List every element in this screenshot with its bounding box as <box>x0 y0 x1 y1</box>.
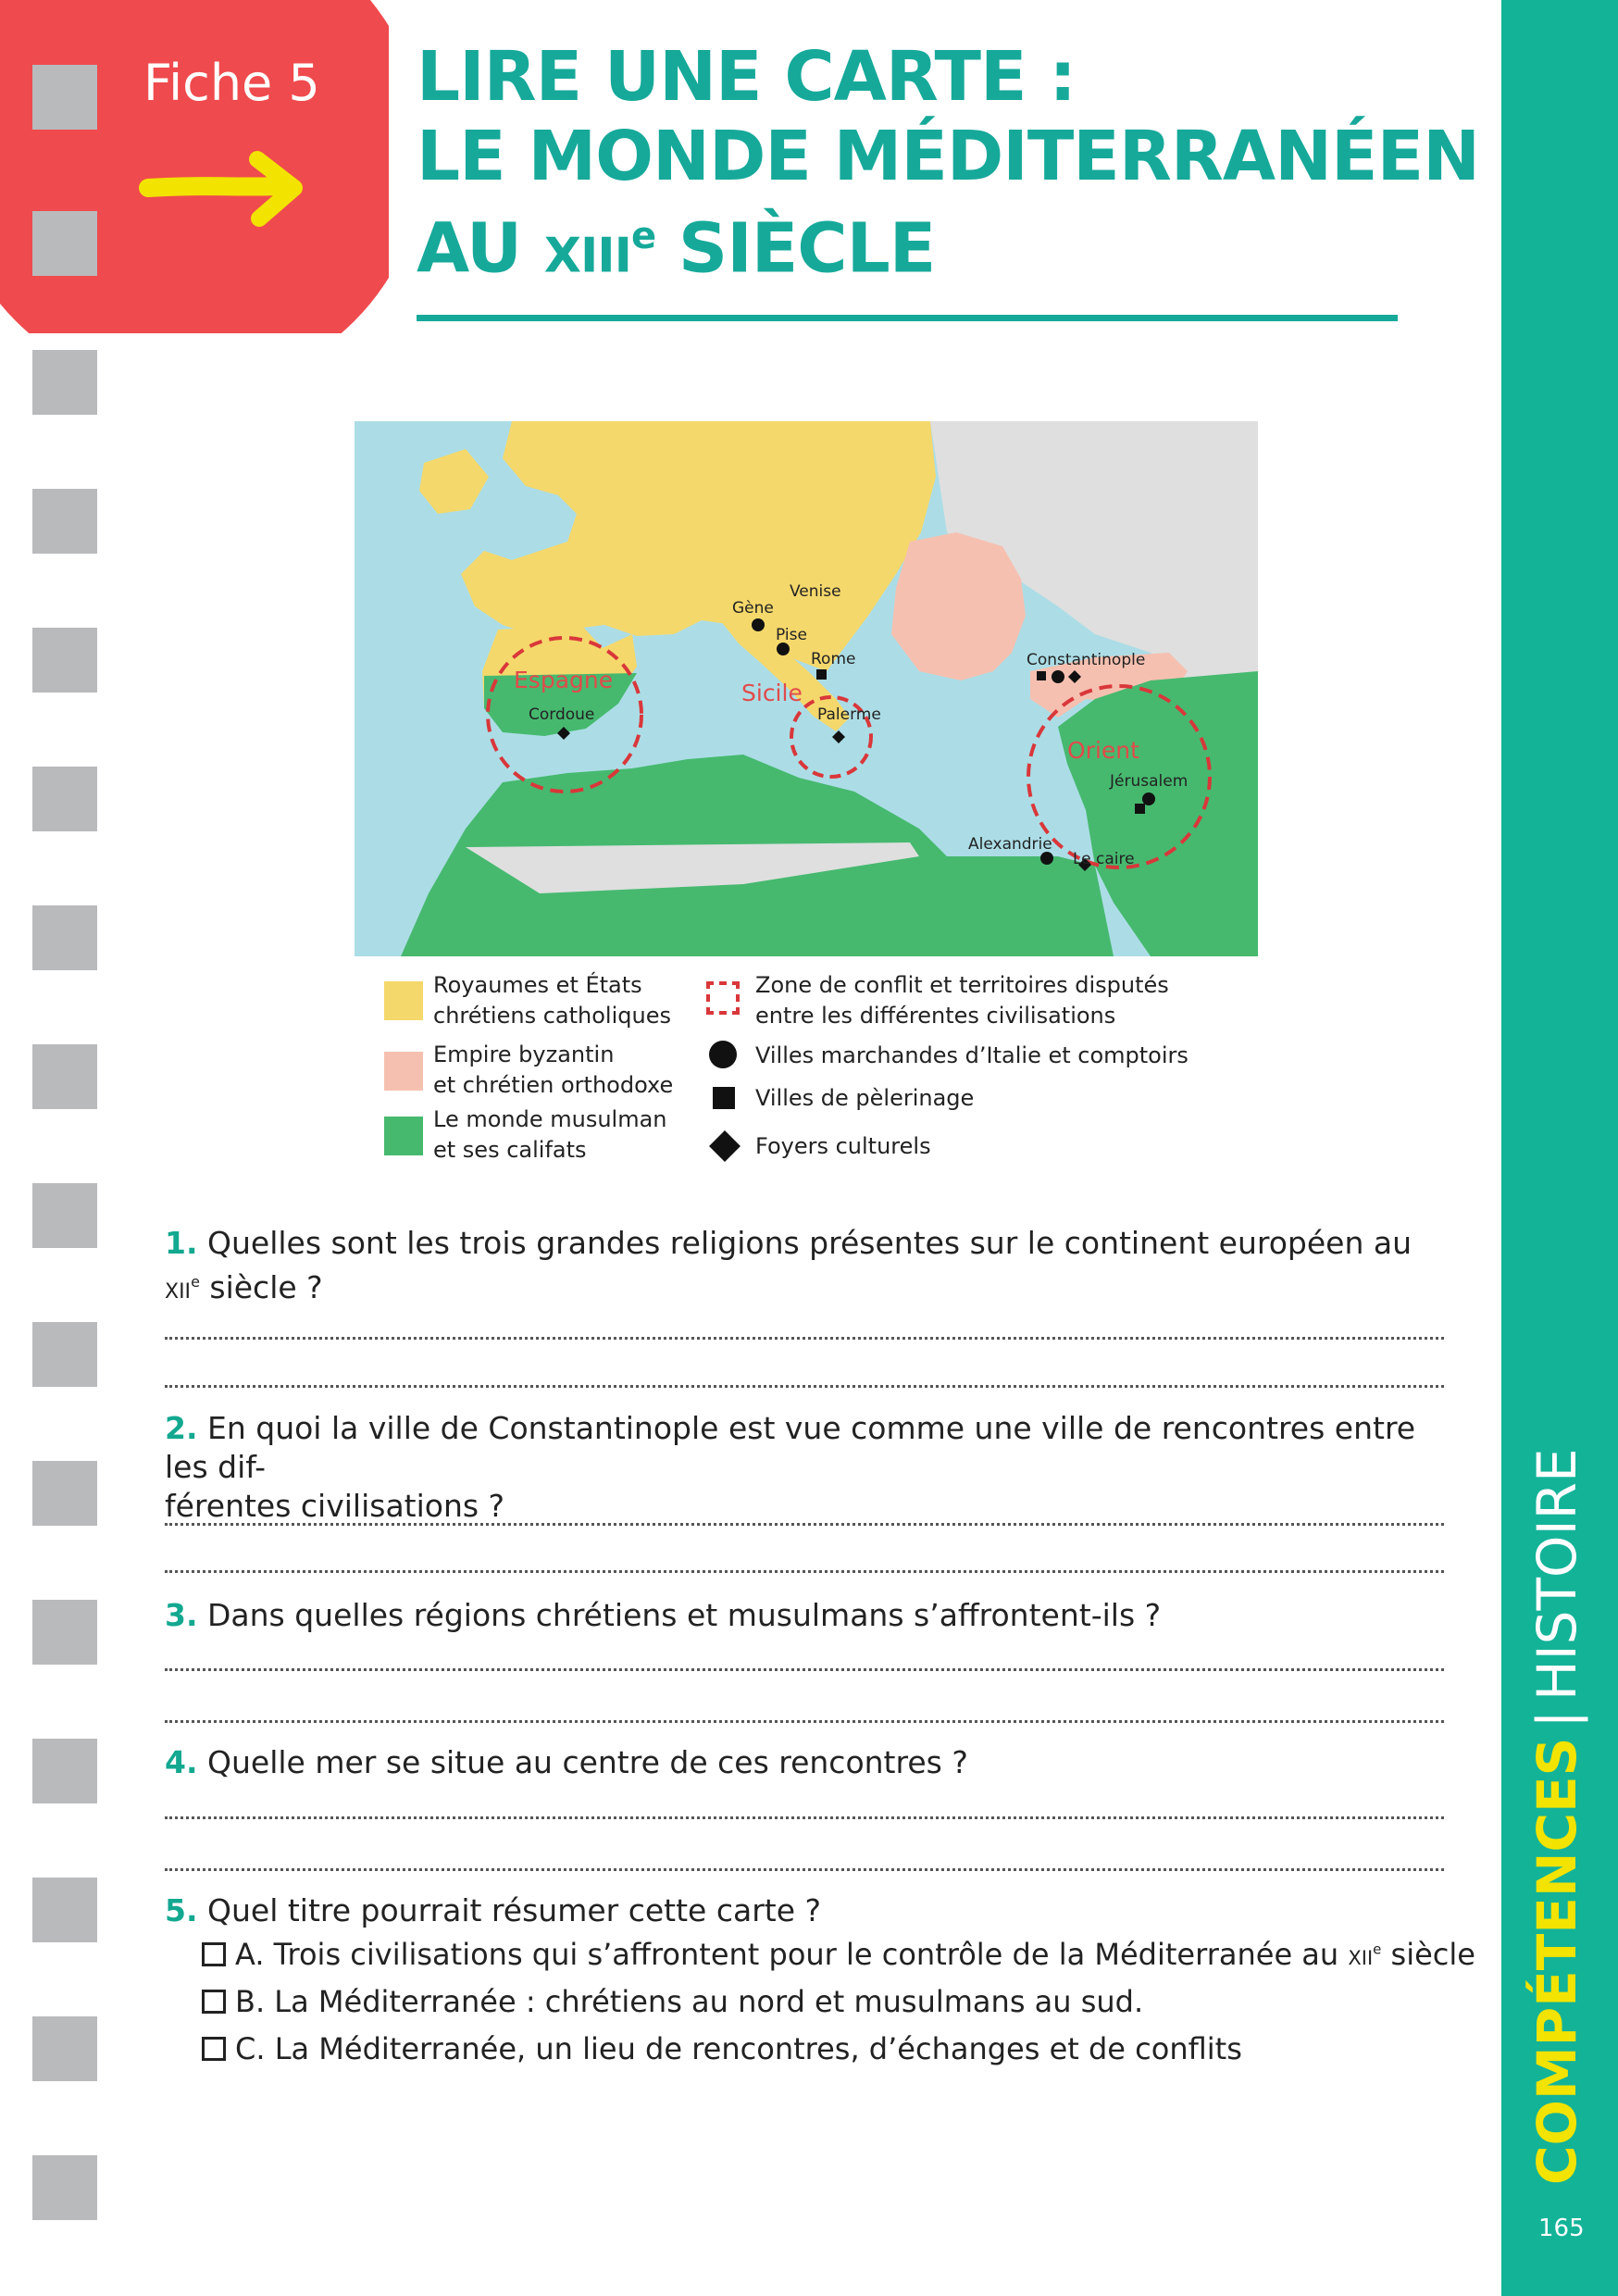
binder-hole <box>32 1461 97 1526</box>
circle-marker-icon <box>1040 852 1053 865</box>
legend-muslim-line2: et ses califats <box>433 1137 587 1163</box>
binder-hole <box>32 905 97 970</box>
option-a-sup: e <box>1373 1940 1382 1958</box>
legend-byzantine-line2: et chrétien orthodoxe <box>433 1072 674 1098</box>
title-line-3 <box>417 196 1479 296</box>
legend-conflict-line2: entre les différentes civilisations <box>755 1003 1116 1029</box>
circle-marker-icon <box>709 1041 737 1068</box>
title-divider <box>417 315 1398 321</box>
legend-catholic-line1: Royaumes et États <box>433 972 642 998</box>
legend-swatch-muslim <box>384 1117 423 1155</box>
binder-hole <box>32 767 97 831</box>
fiche-label: Fiche 5 <box>143 54 320 112</box>
question-2-text-a: En quoi la ville de Constantinople est vue comme une ville de rencontres entre les dif- <box>165 1410 1416 1485</box>
circle-marker-icon <box>777 643 790 655</box>
square-marker-icon <box>1135 804 1145 814</box>
question-4-text: Quelle mer se situe au centre de ces rencontres ? <box>207 1744 968 1780</box>
city-label-constantinople: Constantinople <box>1027 651 1146 669</box>
circle-marker-icon <box>752 618 765 631</box>
binder-hole <box>32 628 97 693</box>
binder-hole <box>32 1183 97 1248</box>
question-3 <box>165 1597 1161 1633</box>
legend-muslim-line1: Le monde musulman <box>433 1106 667 1132</box>
city-label-gene: Gène <box>732 599 774 618</box>
page-number: 165 <box>1538 2215 1585 2242</box>
question-5 <box>165 1892 821 1928</box>
square-marker-icon <box>1037 671 1046 680</box>
zone-label-sicile: Sicile <box>741 680 803 706</box>
binder-hole <box>32 1600 97 1665</box>
city-label-pise: Pise <box>776 626 807 644</box>
legend-byzantine <box>433 1040 673 1101</box>
answer-line[interactable] <box>165 1337 1444 1340</box>
diamond-marker-icon <box>709 1130 741 1162</box>
option-a-prefix: A. Trois civilisations qui s’affrontent pour le contrôle de la Méditerranée au <box>235 1937 1349 1972</box>
city-label-palerme: Palerme <box>817 705 881 724</box>
option-a[interactable] <box>202 1937 1475 1972</box>
circle-marker-icon <box>1142 792 1155 805</box>
binder-hole <box>32 65 97 130</box>
binder-hole <box>32 1044 97 1109</box>
fiche-corner-badge <box>0 0 389 333</box>
title-line-3-suffix: SIÈCLE <box>655 208 936 289</box>
map-byzantine-balkans <box>891 532 1026 680</box>
legend-swatch-byzantine <box>384 1052 423 1091</box>
legend-muslim <box>433 1104 667 1166</box>
legend-catholic <box>433 970 671 1031</box>
answer-line[interactable] <box>165 1720 1444 1723</box>
title-line-3-prefix: AU <box>417 208 544 289</box>
option-a-suffix: siècle <box>1381 1937 1475 1972</box>
legend-pilgrimage: Villes de pèlerinage <box>755 1085 975 1111</box>
legend-cultural: Foyers culturels <box>755 1133 931 1159</box>
title-century: XIII <box>543 228 631 284</box>
binder-hole <box>32 2016 97 2081</box>
city-label-alexandrie: Alexandrie <box>968 835 1052 854</box>
answer-line[interactable] <box>165 1385 1444 1388</box>
circle-marker-icon <box>1052 670 1064 683</box>
question-5-number: 5. <box>165 1892 198 1928</box>
option-b[interactable] <box>202 1984 1143 2019</box>
question-5-text: Quel titre pourrait résumer cette carte ? <box>207 1892 822 1928</box>
zone-label-espagne: Espagne <box>514 667 614 693</box>
legend-swatch-catholic <box>384 981 423 1020</box>
city-label-le-caire: Le caire <box>1073 850 1135 868</box>
sidebar-histoire: HISTOIRE <box>1525 1448 1588 1702</box>
title-line-1: LIRE UNE CARTE : <box>417 37 1076 117</box>
option-a-century: XII <box>1348 1947 1374 1969</box>
zone-label-orient: Orient <box>1067 737 1139 764</box>
question-2-text-b: férentes civilisations ? <box>165 1488 505 1524</box>
city-label-jerusalem: Jérusalem <box>1110 772 1189 791</box>
checkbox-icon[interactable] <box>202 2037 226 2061</box>
sidebar-separator: | <box>1525 1710 1588 1728</box>
sidebar-section-title <box>1525 1448 1588 2185</box>
legend-byzantine-line1: Empire byzantin <box>433 1042 615 1067</box>
legend-conflict-line1: Zone de conflit et territoires disputés <box>755 972 1169 998</box>
binder-hole <box>32 489 97 554</box>
question-3-text: Dans quelles régions chrétiens et musulmans s’affrontent-ils ? <box>207 1597 1162 1633</box>
binder-hole <box>32 2155 97 2220</box>
binder-hole <box>32 350 97 415</box>
binder-hole <box>32 1878 97 1942</box>
question-2 <box>165 1409 1444 1526</box>
city-label-venise: Venise <box>790 582 841 601</box>
answer-line[interactable] <box>165 1570 1444 1573</box>
city-label-cordoue: Cordoue <box>529 705 595 724</box>
question-1-century: XII <box>165 1280 192 1304</box>
legend-conflict <box>755 970 1169 1031</box>
option-c-text: C. La Méditerranée, un lieu de rencontres, d’échanges et de conflits <box>235 2031 1242 2066</box>
question-4-number: 4. <box>165 1744 198 1780</box>
answer-line[interactable] <box>165 1868 1444 1871</box>
question-1-text-a: Quelles sont les trois grandes religions présentes sur le continent européen au <box>207 1225 1413 1261</box>
binder-hole <box>32 211 97 276</box>
square-marker-icon <box>713 1087 735 1109</box>
answer-line[interactable] <box>165 1816 1444 1819</box>
title-line-2: LE MONDE MÉDITERRANÉEN <box>417 117 1480 196</box>
checkbox-icon[interactable] <box>202 1990 226 2014</box>
title-century-sup: e <box>631 215 656 257</box>
legend-catholic-line2: chrétiens catholiques <box>433 1003 671 1029</box>
question-1-number: 1. <box>165 1225 198 1261</box>
binder-hole <box>32 1739 97 1803</box>
question-1-sup: e <box>191 1273 200 1291</box>
legend-merchant: Villes marchandes d’Italie et comptoirs <box>755 1042 1189 1068</box>
answer-line[interactable] <box>165 1668 1444 1671</box>
question-2-number: 2. <box>165 1410 198 1446</box>
question-1-text-b: siècle ? <box>199 1269 323 1305</box>
answer-line[interactable] <box>165 1523 1444 1526</box>
question-3-number: 3. <box>165 1597 198 1633</box>
square-marker-icon <box>816 669 827 680</box>
checkbox-icon[interactable] <box>202 1942 226 1966</box>
question-1 <box>165 1224 1444 1312</box>
option-c[interactable] <box>202 2031 1242 2066</box>
question-4 <box>165 1744 968 1780</box>
city-label-rome: Rome <box>811 650 856 668</box>
option-b-text: B. La Méditerranée : chrétiens au nord et musulmans au sud. <box>235 1984 1144 2019</box>
page-title <box>417 37 1479 296</box>
mediterranean-map <box>355 421 1258 956</box>
binder-hole <box>32 1322 97 1387</box>
sidebar-competences: COMPÉTENCES <box>1525 1737 1588 2185</box>
dashed-square-icon <box>706 981 740 1015</box>
